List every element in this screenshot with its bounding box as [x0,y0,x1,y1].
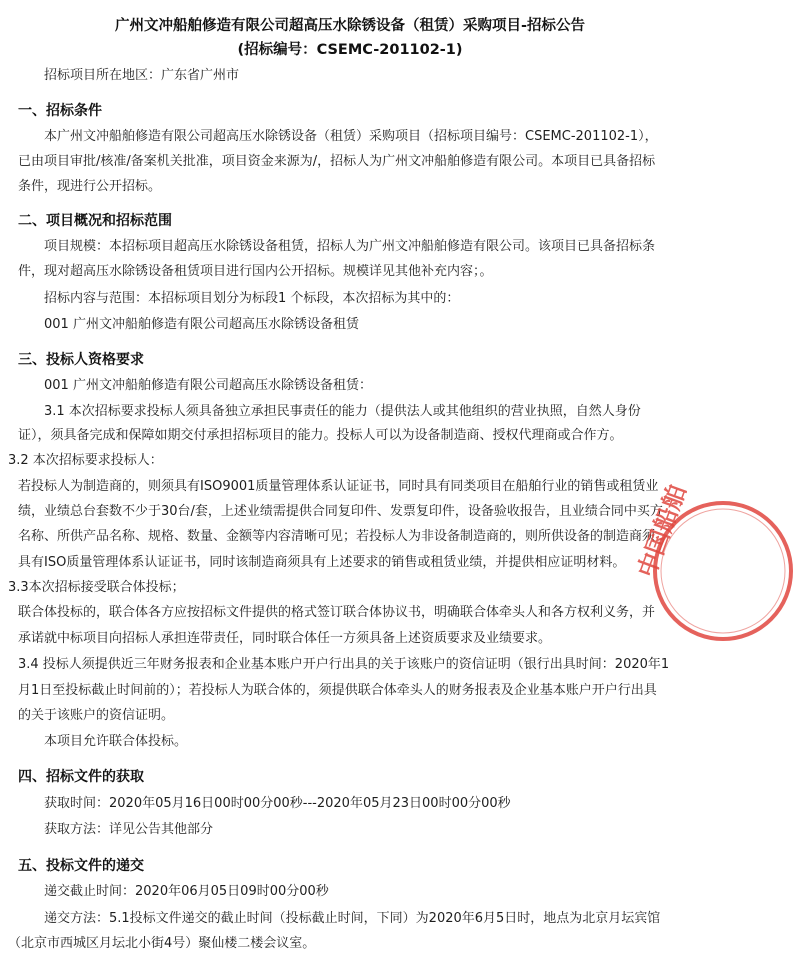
paragraph-line: 本广州文冲船舶修造有限公司超高压水除锈设备（租赁）采购项目（招标项目编号：CSEMC-201102-1）， [44,129,658,144]
paragraph-line: 获取方法：详见公告其他部分 [44,822,214,837]
company-seal-stamp [632,481,798,646]
paragraph-line: 3.2 本次招标要求投标人： [8,453,163,468]
section-heading-submission: 五、投标文件的递交 [18,858,144,874]
section-heading-documents: 四、招标文件的获取 [18,769,144,785]
section-heading-overview: 二、项目概况和招标范围 [18,213,172,229]
page-title: 广州文冲船舶修造有限公司超高压水除锈设备（租赁）采购项目-招标公告 [114,18,585,34]
paragraph-line: 名称、所供产品名称、规格、数量、金额等内容清晰可见；若投标人为非设备制造商的，则所供设备的制造商须 [18,529,656,544]
paragraph-line: 具有ISO质量管理体系认证证书，同时该制造商须具有上述要求的销售或租赁业绩，并提供相应证明材料。 [18,555,626,570]
paragraph-line: （北京市西城区月坛北小街4号）聚仙楼二楼会议室。 [8,936,316,951]
paragraph-line: 证），须具备完成和保障如期交付承担招标项目的能力。投标人可以为设备制造商、授权代理商或合作方。 [18,428,623,443]
paragraph-line: 承诺就中标项目向招标人承担连带责任，同时联合体任一方须具备上述资质要求及业绩要求。 [18,631,552,646]
paragraph-line: 递交截止时间：2020年06月05日09时00分00秒 [44,884,329,899]
paragraph-line: 获取时间：2020年05月16日00时00分00秒---2020年05月23日00时00分00秒 [44,796,511,811]
paragraph-line: 联合体投标的，联合体各方应按招标文件提供的格式签订联合体协议书，明确联合体牵头人和各方权利义务，并 [18,605,656,620]
paragraph-line: 月1日至投标截止时间前的）；若投标人为联合体的，须提供联合体牵头人的财务报表及企业基本账户开户行出具 [18,683,657,698]
paragraph-line: 已由项目审批/核准/备案机关批准，项目资金来源为/，招标人为广州文冲船舶修造有限公司。本项目已具备招标 [18,154,656,169]
section-heading-qualifications: 三、投标人资格要求 [18,352,144,368]
paragraph-line: 3.4 投标人须提供近三年财务报表和企业基本账户开户行出具的关于该账户的资信证明（银行出具时间：2020年1 [18,657,670,672]
paragraph-line: 条件，现进行公开招标。 [18,179,162,194]
paragraph-line: 招标内容与范围：本招标项目划分为标段1 个标段，本次招标为其中的： [44,291,460,306]
paragraph-line: 001 广州文冲船舶修造有限公司超高压水除锈设备租赁 [44,317,359,332]
paragraph-line: 绩，业绩总台套数不少于30台/套，上述业绩需提供合同复印件、发票复印件，设备验收报告，且业绩合同中买方 [18,504,663,519]
tender-number: (招标编号：CSEMC-201102-1) [237,42,463,58]
paragraph-line: 3.3本次招标接受联合体投标； [8,580,185,595]
paragraph-line: 001 广州文冲船舶修造有限公司超高压水除锈设备租赁： [44,378,372,393]
paragraph-line: 递交方法：5.1投标文件递交的截止时间（投标截止时间，下同）为2020年6月5日时，地点为北京月坛宾馆 [44,911,661,926]
paragraph-line: 本项目允许联合体投标。 [44,734,188,749]
project-region: 招标项目所在地区：广东省广州市 [44,68,240,83]
paragraph-line: 若投标人为制造商的，则须具有ISO9001质量管理体系认证证书，同时具有同类项目在船舶行业的销售或租赁业 [18,479,659,494]
paragraph-line: 件，现对超高压水除锈设备租赁项目进行国内公开招标。规模详见其他补充内容；。 [18,264,493,279]
paragraph-line: 的关于该账户的资信证明。 [18,708,175,723]
paragraph-line: 项目规模：本招标项目超高压水除锈设备租赁，招标人为广州文冲船舶修造有限公司。该项目已具备招标条 [44,239,656,254]
section-heading-conditions: 一、招标条件 [18,103,102,119]
paragraph-line: 3.1 本次招标要求投标人须具备独立承担民事责任的能力（提供法人或其他组织的营业执照，自然人身份 [44,404,641,419]
svg-text:中国船舶: 中国船舶 [632,481,692,582]
